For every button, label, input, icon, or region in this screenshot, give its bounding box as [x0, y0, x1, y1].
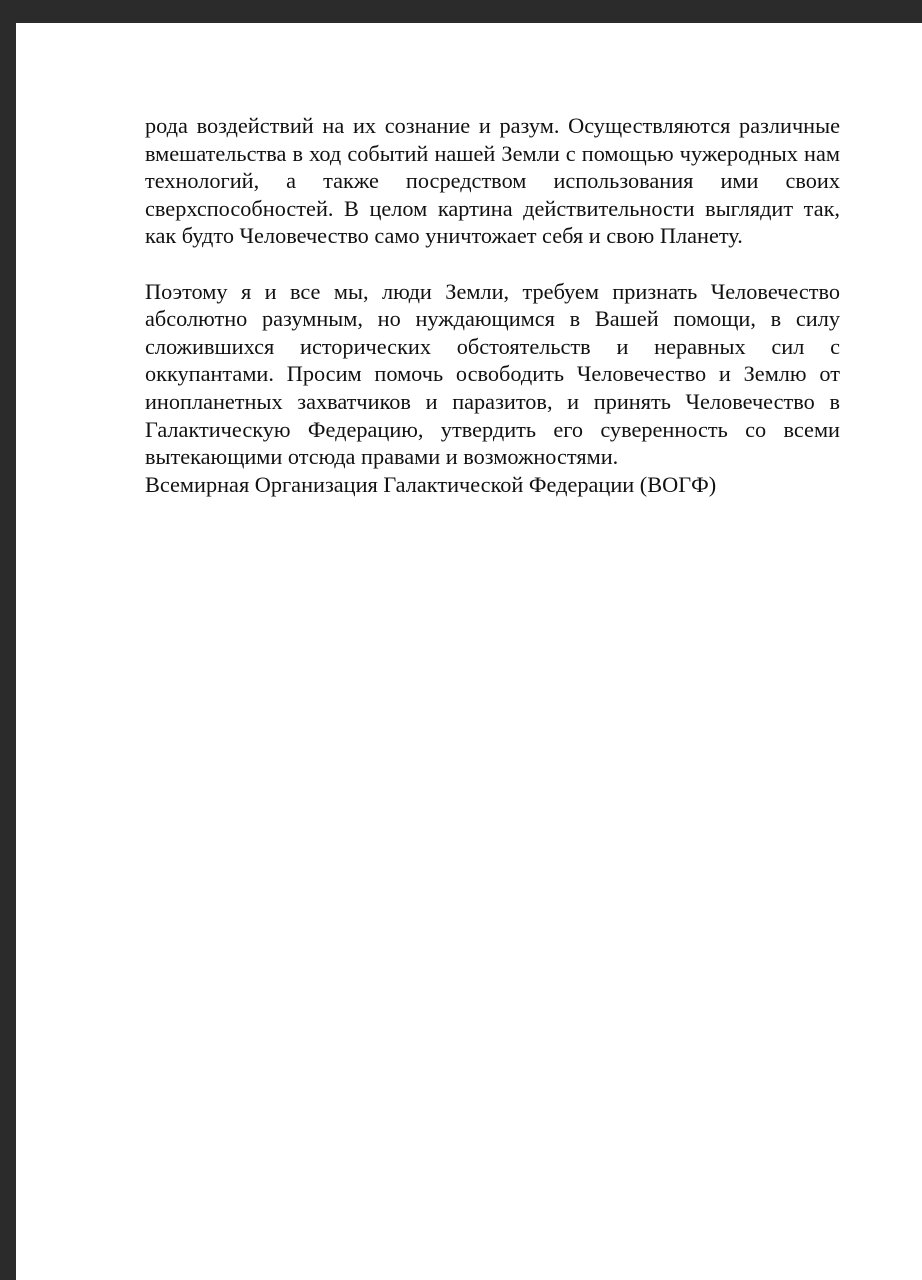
paragraph-1: рода воздействий на их сознание и разум. Осуществляются различные вмешательства в ход событий нашей Земли с помощью чужеродных нам технологий, а также посредством использования ими своих сверхспособностей. В целом картина действительности выглядит так, как будто Человечество само уничтожает себя и свою Планету. [145, 113, 840, 249]
document-page [16, 23, 922, 1280]
document-body [145, 112, 840, 498]
signature-line: Всемирная Организация Галактической Федерации (ВОГФ) [145, 471, 717, 497]
paragraph-spacer [145, 250, 840, 278]
paragraph-2: Поэтому я и все мы, люди Земли, требуем признать Человечество абсолютно разумным, но нуждающимся в Вашей помощи, в силу сложившихся исторических обстоятельств и неравных сил с оккупантами. Просим помочь освободить Человечество и Землю от инопланетных захватчиков и паразитов, и принять Человечество в Галактическую Федерацию, утвердить его суверенность со всеми вытекающими отсюда правами и возможностями. [145, 278, 840, 470]
